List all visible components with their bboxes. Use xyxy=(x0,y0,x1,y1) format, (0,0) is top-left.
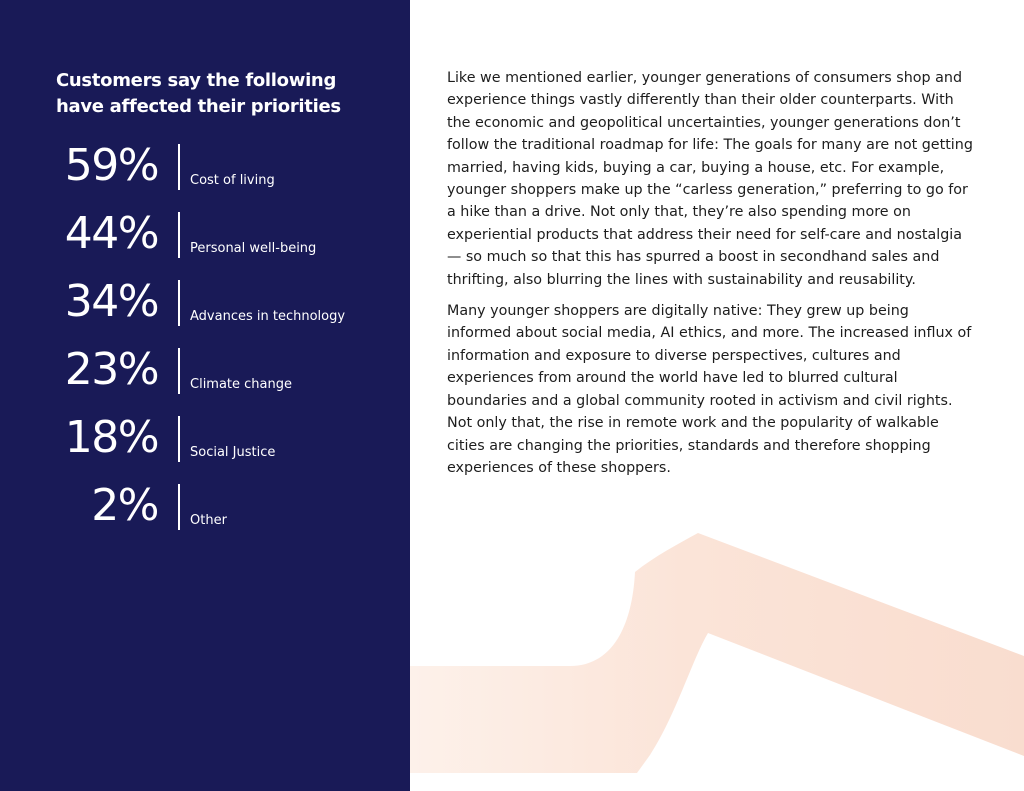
stat-value: 18% xyxy=(64,412,158,463)
article-paragraph: Many younger shoppers are digitally native: They grew up being informed about social media, AI ethics, and more. The increased influx of information and exposure to diverse perspectives, cultures and experiences from around the world have led to blurred cultural boundaries and a global community rooted in activism and civil rights. Not only that, the rise in remote work and the popularity of walkable cities are changing the priorities, standards and therefore shopping experiences of these shoppers. xyxy=(447,303,972,476)
stat-value: 23% xyxy=(64,344,158,395)
stat-label: Personal well-being xyxy=(190,241,317,256)
article-paragraph: Like we mentioned earlier, younger generations of consumers shop and experience things vastly differently than their older counterparts. With the economic and geopolitical uncertainties, younger generations don’t follow the traditional roadmap for life: The goals for many are not getting married, having kids, buying a car, buying a house, etc. For example, younger shoppers make up the “carless generation,” preferring to go for a hike than a drive. Not only that, they’re also spending more on experiential products that address their need for self-care and nostalgia — so much so that this has spurred a boost in secondhand sales and thrifting, also blurring the lines with sustainability and reusability. xyxy=(447,70,973,288)
stat-label: Climate change xyxy=(190,377,293,392)
stat-item-personal-well-being xyxy=(0,208,400,260)
stat-value: 34% xyxy=(64,276,158,327)
stat-label: Social Justice xyxy=(190,445,276,460)
stat-label: Cost of living xyxy=(190,173,275,188)
stats-panel xyxy=(0,0,410,791)
stat-item-other xyxy=(0,480,400,532)
decorative-arc-shape xyxy=(410,520,1024,791)
stat-item-cost-of-living xyxy=(0,140,400,192)
stat-divider xyxy=(178,280,180,326)
stat-item-advances-in-technology xyxy=(0,276,400,328)
stat-value: 44% xyxy=(64,208,158,259)
stat-label: Advances in technology xyxy=(190,309,346,324)
stat-value: 59% xyxy=(64,140,158,191)
stat-divider xyxy=(178,212,180,258)
stat-item-climate-change xyxy=(0,344,400,396)
stats-panel-title: Customers say the following have affected their priorities xyxy=(56,70,341,117)
stat-divider xyxy=(178,416,180,462)
article-body xyxy=(447,67,977,488)
stat-divider xyxy=(178,144,180,190)
stat-item-social-justice xyxy=(0,412,400,464)
stat-label: Other xyxy=(190,513,227,528)
stat-value: 2% xyxy=(91,480,158,531)
stat-divider xyxy=(178,484,180,530)
stat-divider xyxy=(178,348,180,394)
